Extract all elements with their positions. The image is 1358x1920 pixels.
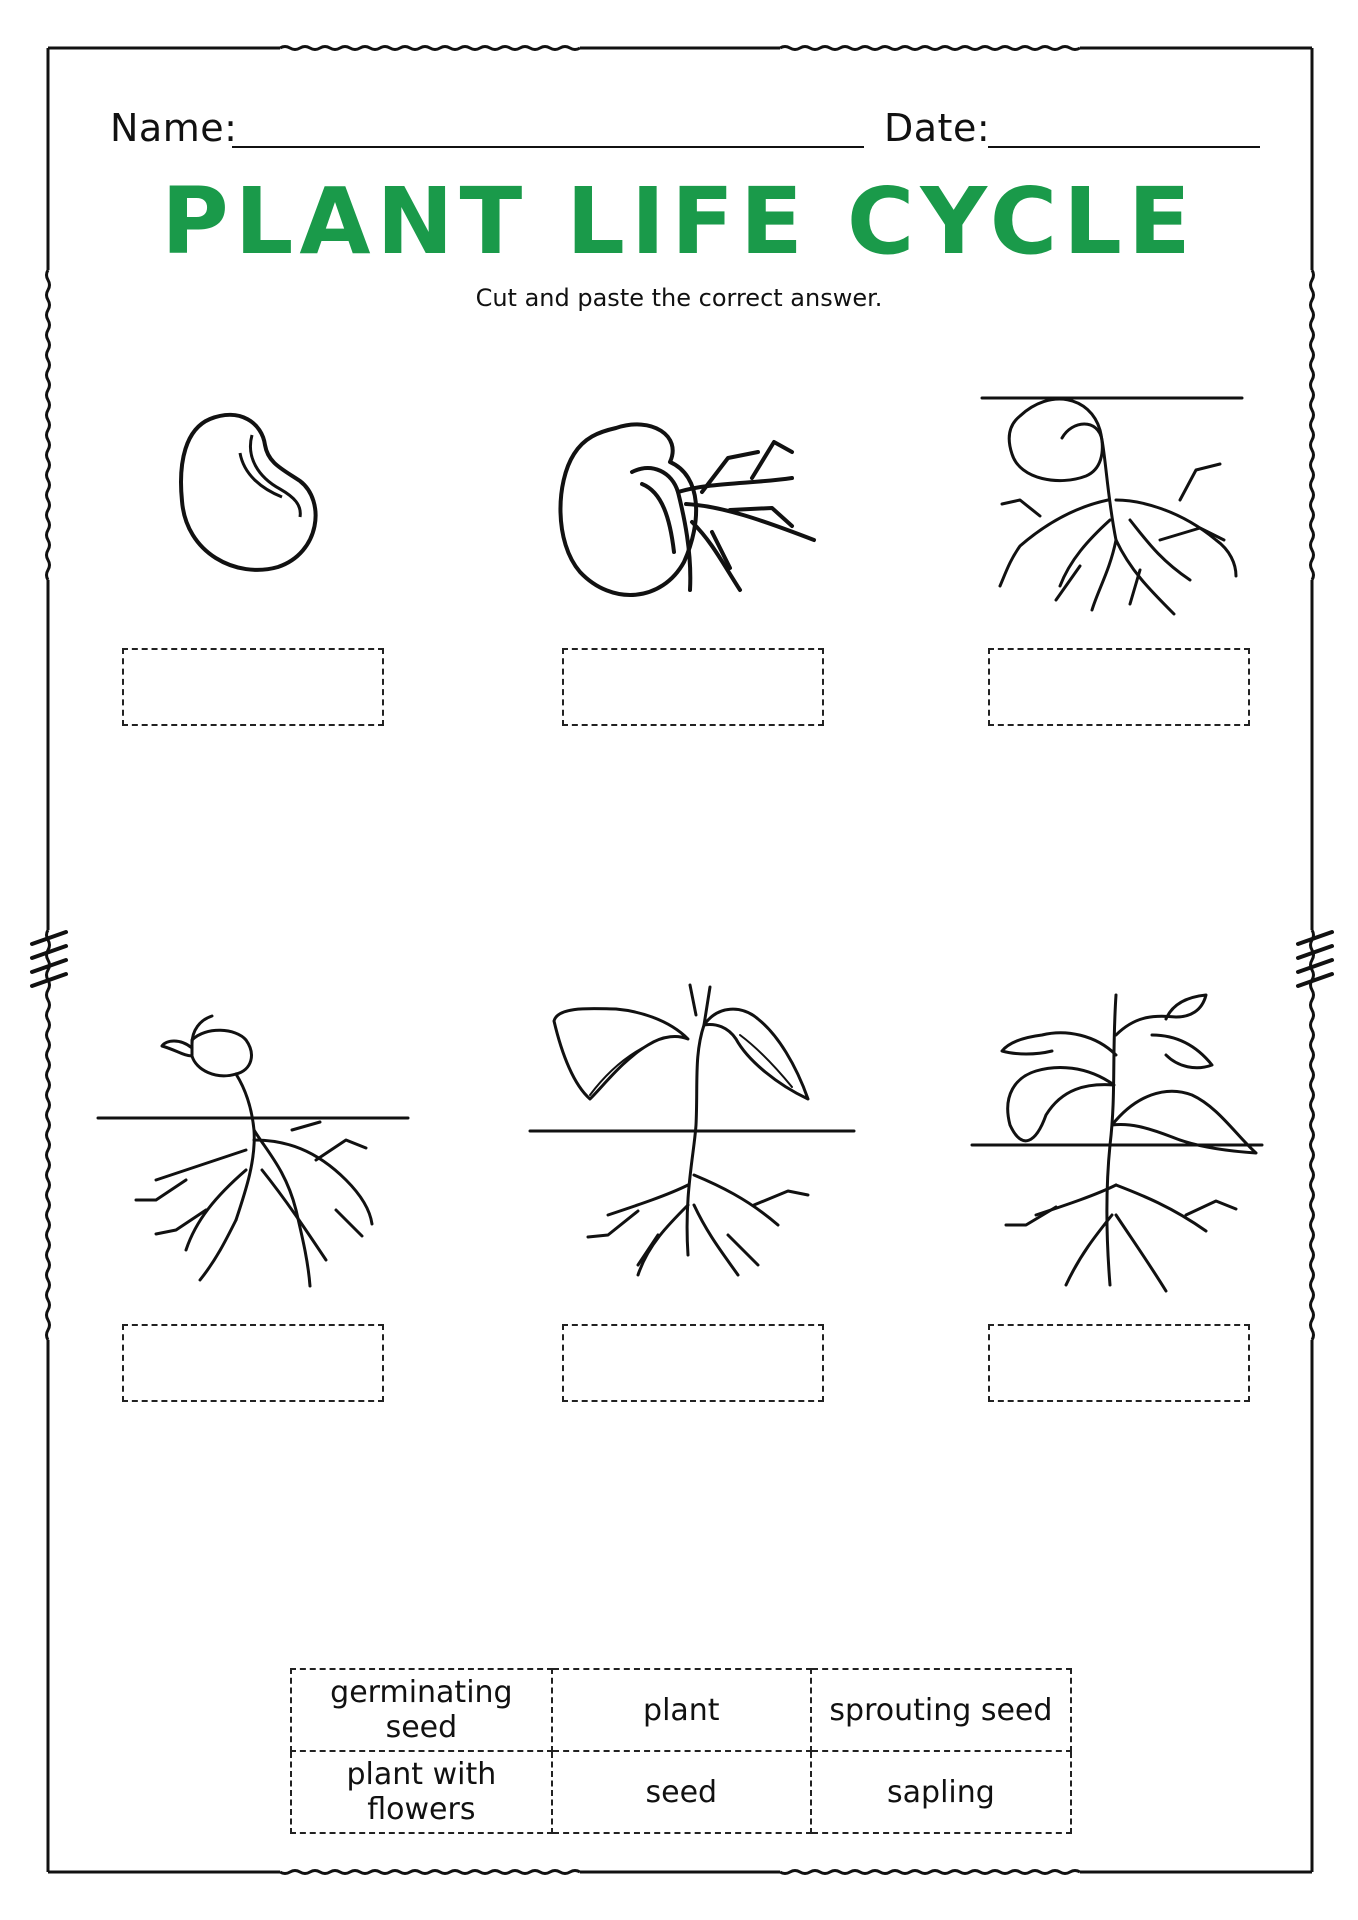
word-card[interactable]: plant with flowers <box>291 1751 552 1833</box>
date-label: Date: <box>884 106 991 150</box>
word-card[interactable]: sprouting seed <box>811 1669 1071 1751</box>
word-card[interactable]: seed <box>552 1751 811 1833</box>
word-card[interactable]: germinating seed <box>291 1669 552 1751</box>
word-card[interactable]: sapling <box>811 1751 1071 1833</box>
word-bank-row <box>291 1669 1071 1751</box>
cut-mark-right-icon <box>1292 928 1338 998</box>
sprouting-seed-icon <box>980 390 1250 620</box>
answer-box-4[interactable] <box>122 1324 384 1402</box>
answer-box-2[interactable] <box>562 648 824 726</box>
answer-box-5[interactable] <box>562 1324 824 1402</box>
page-title: PLANT LIFE CYCLE <box>161 168 1197 275</box>
instructions: Cut and paste the correct answer. <box>475 284 883 312</box>
answer-box-3[interactable] <box>988 648 1250 726</box>
bean-seed-icon <box>170 405 340 575</box>
answer-box-6[interactable] <box>988 1324 1250 1402</box>
cut-mark-left-icon <box>26 928 72 998</box>
leafy-plant-icon <box>966 975 1266 1305</box>
word-card[interactable]: plant <box>552 1669 811 1751</box>
germinating-seed-icon <box>552 412 832 612</box>
name-field[interactable] <box>232 146 864 148</box>
answer-box-1[interactable] <box>122 648 384 726</box>
name-label: Name: <box>110 106 238 150</box>
seedling-icon <box>96 1010 416 1300</box>
young-plant-icon <box>528 975 858 1295</box>
word-bank <box>290 1668 1072 1834</box>
date-field[interactable] <box>988 146 1260 148</box>
word-bank-row <box>291 1751 1071 1833</box>
